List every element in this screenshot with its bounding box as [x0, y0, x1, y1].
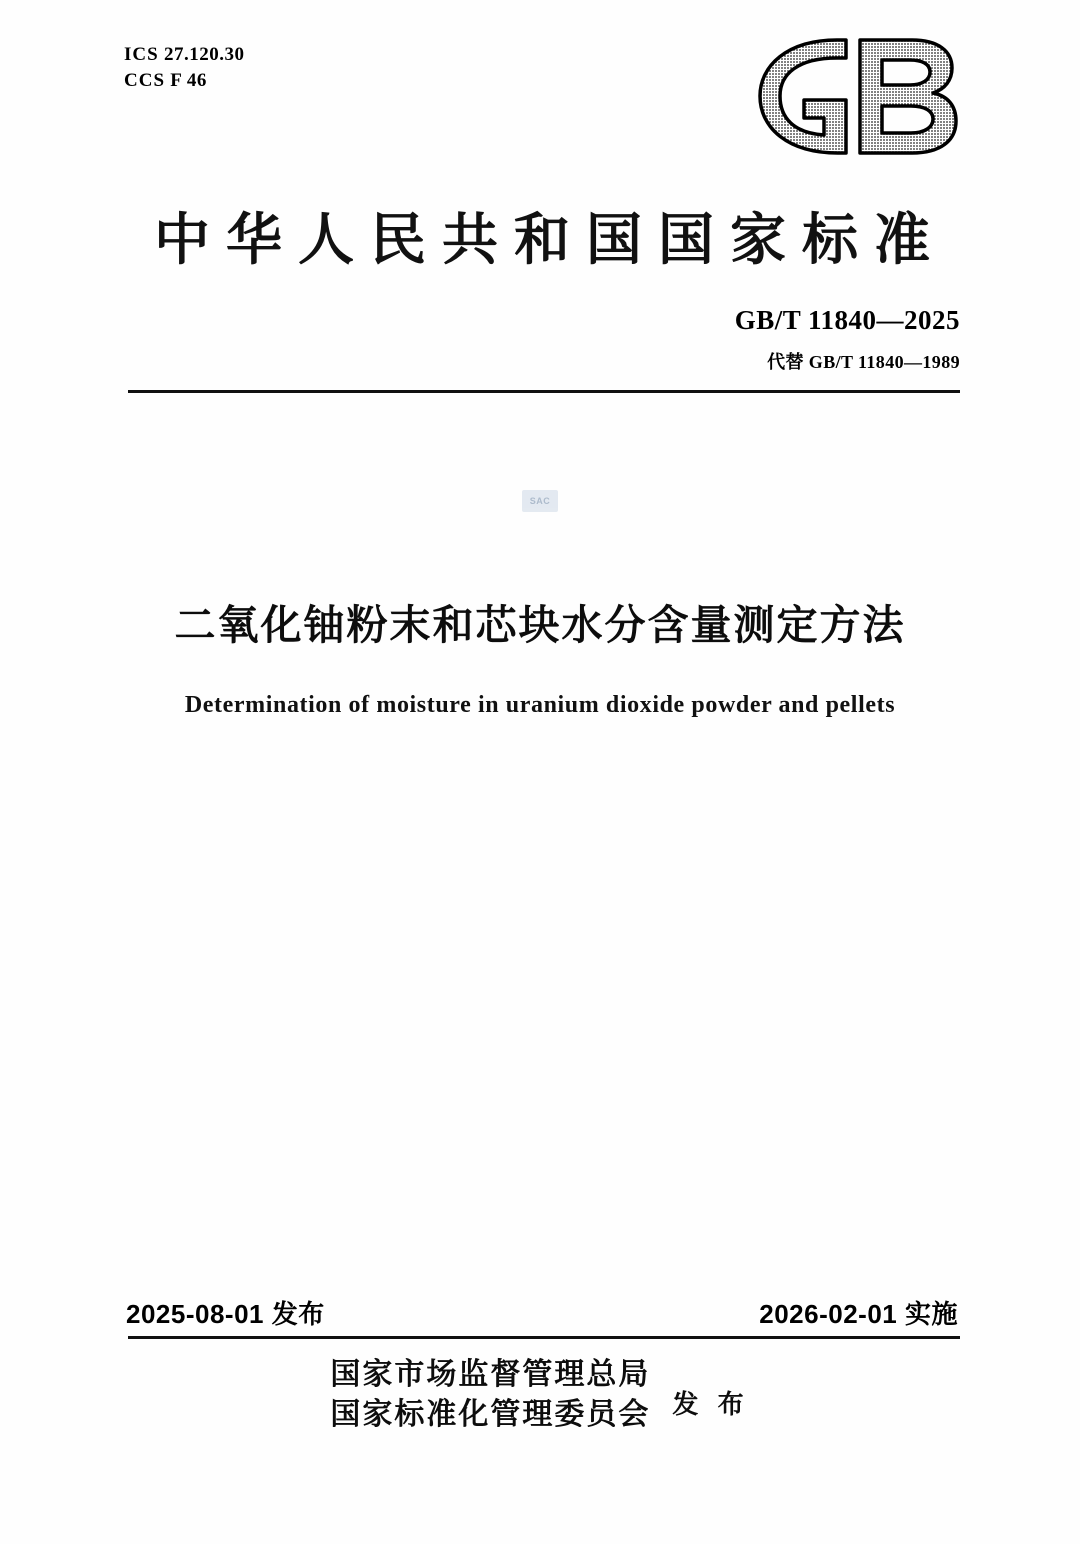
ics-value: 27.120.30	[163, 44, 245, 65]
classification-block	[124, 42, 244, 94]
issue-date: 2025-08-01 发布	[126, 1299, 325, 1329]
document-title-chinese: 二氧化铀粉末和芯块水分含量测定方法	[174, 602, 906, 648]
divider-bottom	[128, 1336, 960, 1339]
standard-replaces: 代替 GB/T 11840—1989	[767, 352, 960, 372]
implementation-date: 2026-02-01 实施	[759, 1299, 958, 1329]
issuer-verb: 发 布	[672, 1388, 750, 1419]
ccs-label: CCS	[124, 70, 166, 91]
ics-line	[124, 42, 244, 68]
sac-watermark: SAC	[522, 490, 558, 512]
issuer-line-2: 国家标准化管理委员会	[330, 1398, 651, 1431]
document-title-english: Determination of moisture in uranium dioxide powder and pellets	[184, 692, 896, 718]
standard-number: GB/T 11840—2025	[734, 305, 960, 335]
ics-label: ICS	[124, 44, 159, 65]
issuing-authority-block	[0, 1355, 1080, 1435]
ccs-value: F 46	[170, 70, 207, 91]
issuer-line-1: 国家市场监督管理总局	[330, 1358, 651, 1391]
gb-emblem-icon	[742, 34, 972, 159]
issuer-names	[330, 1355, 650, 1435]
divider-top	[128, 390, 960, 393]
ccs-line	[124, 68, 244, 94]
national-standard-title: 中华人民共和国国家标准	[154, 208, 946, 271]
